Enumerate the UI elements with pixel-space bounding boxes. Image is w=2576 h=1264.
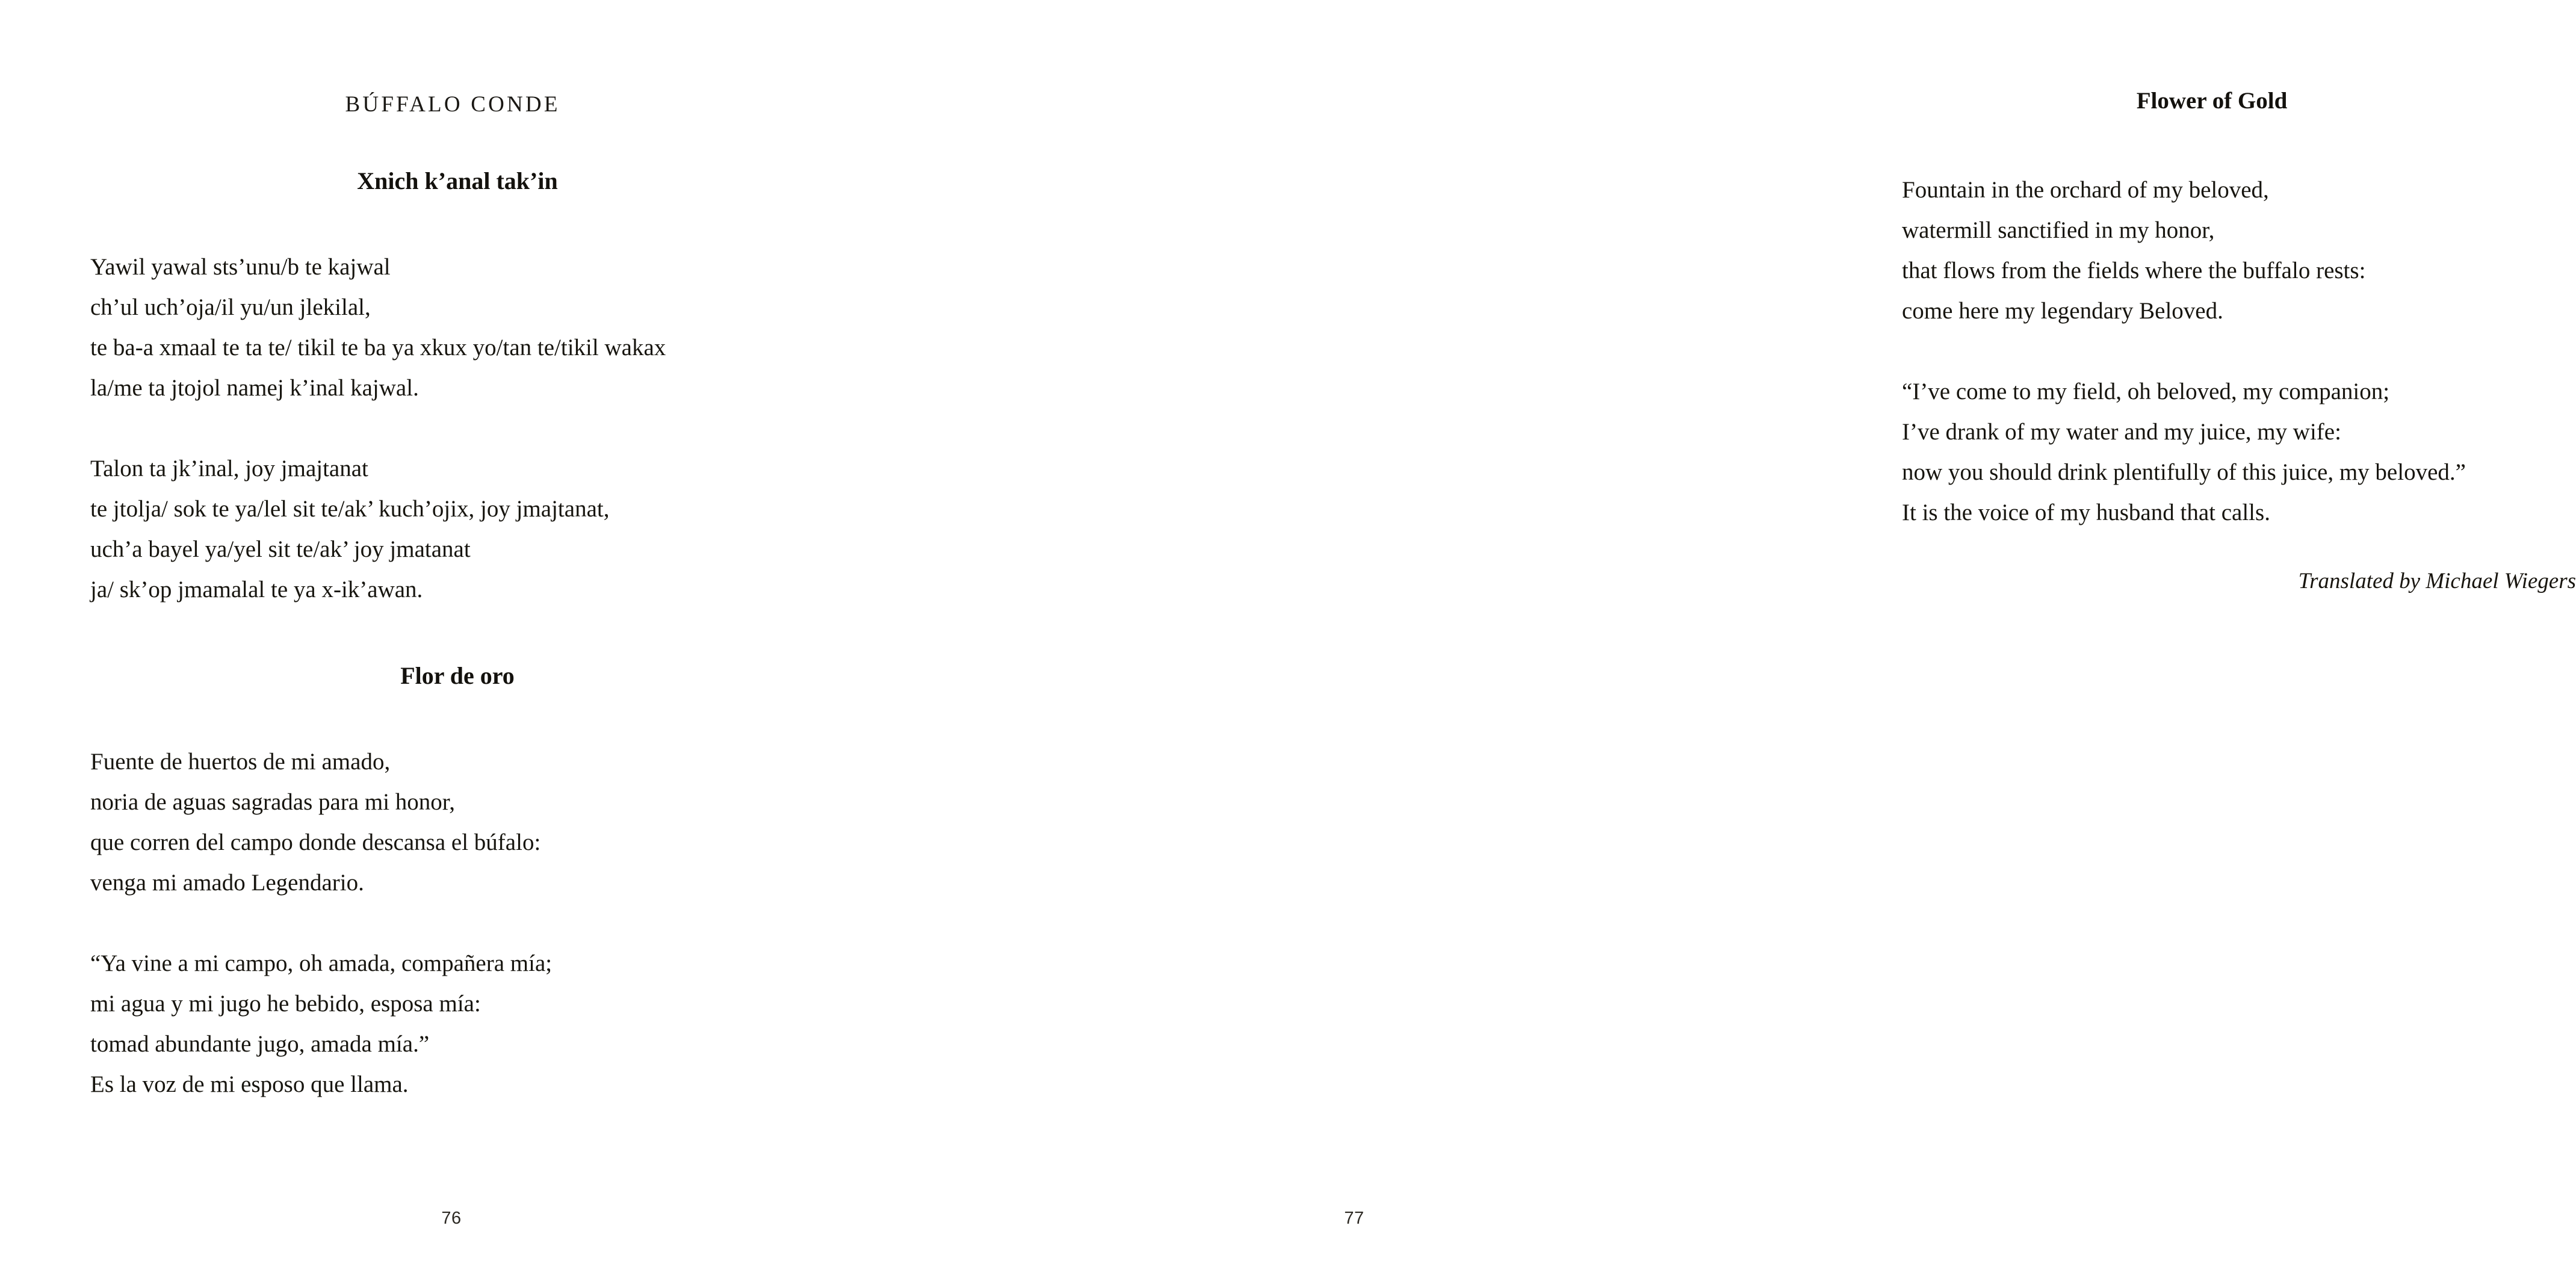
folio-recto: 77 (1344, 1209, 1364, 1228)
poem-title-english: Flower of Gold (2136, 88, 2288, 114)
verse-line: ja/ sk’op jmamalal te ya x-ik’awan. (90, 577, 423, 603)
poem-body-tzeltal (90, 247, 666, 610)
recto-page (903, 0, 2576, 1264)
verse-line: venga mi amado Legendario. (90, 870, 364, 896)
folio-verso: 76 (441, 1209, 462, 1228)
poem-title-spanish: Flor de oro (400, 662, 515, 689)
verse-line: Es la voz de mi esposo que llama. (90, 1071, 409, 1097)
poem-body-spanish (90, 742, 552, 1104)
verse-line: come here my legendary Beloved. (1902, 298, 2223, 324)
verse-line: “I’ve come to my field, oh beloved, my companion; (1902, 379, 2390, 404)
verse-line: que corren del campo donde descansa el búfalo: (90, 829, 541, 855)
verse-line: Yawil yawal sts’unu/b te kajwal (90, 254, 391, 280)
verse-line: tomad abundante jugo, amada mía.” (90, 1031, 430, 1057)
verse-line: Fuente de huertos de mi amado, (90, 749, 391, 775)
poem-title-tzeltal: Xnich k’anal tak’in (357, 167, 558, 194)
verse-line: now you should drink plentifully of this juice, my beloved.” (1902, 459, 2466, 485)
verse-line: te ba-a xmaal te ta te/ tikil te ba ya xkux yo/tan te/tikil wakax (90, 335, 666, 361)
verse-line: that flows from the fields where the buffalo rests: (1902, 258, 2366, 283)
verse-line: noria de aguas sagradas para mi honor, (90, 789, 455, 815)
stanza-break (1902, 331, 2466, 371)
verse-line: te jtolja/ sok te ya/lel sit te/ak’ kuch’ojix, joy jmajtanat, (90, 496, 610, 522)
verse-line: la/me ta jtojol namej k’inal kajwal. (90, 375, 419, 401)
verse-line: Fountain in the orchard of my beloved, (1902, 177, 2269, 203)
verse-line: I’ve drank of my water and my juice, my wife: (1902, 419, 2341, 445)
verse-line: It is the voice of my husband that calls. (1902, 500, 2270, 525)
translator-credit: Translated by Michael Wiegers (2298, 569, 2576, 593)
running-head: BÚFFALO CONDE (345, 92, 560, 117)
verso-page (0, 0, 903, 1264)
verse-line: Talon ta jk’inal, joy jmajtanat (90, 456, 368, 482)
verse-line: watermill sanctified in my honor, (1902, 217, 2215, 243)
verse-line: uch’a bayel ya/yel sit te/ak’ joy jmatanat (90, 536, 471, 562)
stanza-break (90, 903, 552, 943)
verse-line: ch’ul uch’oja/il yu/un jlekilal, (90, 294, 371, 320)
stanza-break (90, 408, 666, 448)
verse-line: mi agua y mi jugo he bebido, esposa mía: (90, 991, 481, 1017)
verse-line: “Ya vine a mi campo, oh amada, compañera mía; (90, 950, 553, 976)
poem-body-english (1902, 170, 2466, 533)
